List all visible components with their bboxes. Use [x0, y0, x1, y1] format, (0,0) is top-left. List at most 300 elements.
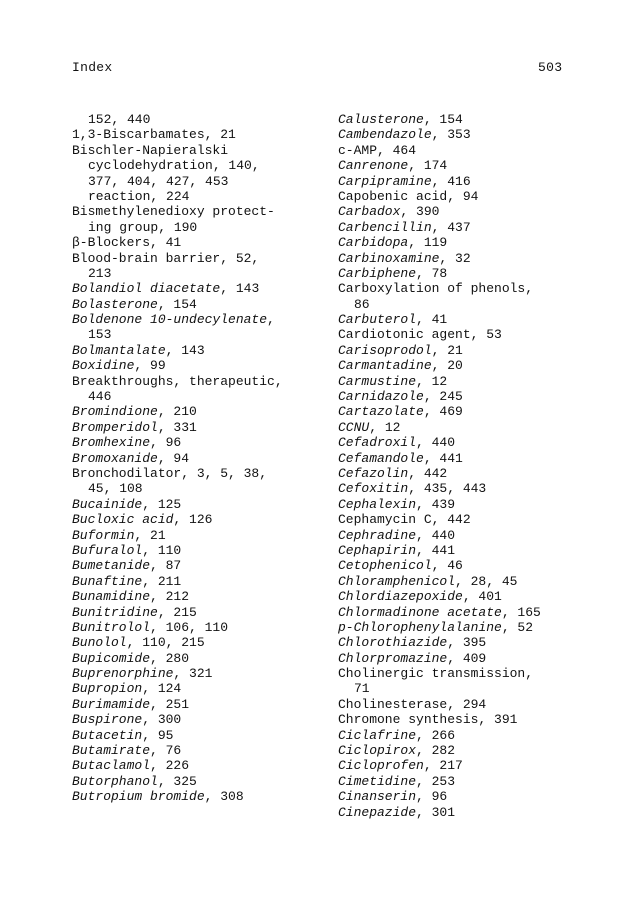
index-term-italic: Cefadroxil — [338, 435, 417, 451]
index-text: , 409 — [447, 650, 487, 666]
index-text: , 416 — [431, 173, 471, 189]
index-term-italic: Bucloxic acid — [72, 512, 174, 528]
index-text: cyclodehydration, 140, — [88, 158, 260, 174]
index-entry — [72, 620, 334, 635]
index-text: , 21 — [431, 342, 463, 358]
index-entry-line — [72, 651, 334, 666]
index-term-italic: Bunaftine — [72, 573, 143, 589]
index-entry-line — [338, 666, 628, 681]
index-text: 213 — [88, 265, 112, 281]
index-text: , 143 — [165, 342, 205, 358]
index-text: , 32 — [439, 250, 471, 266]
index-entry — [338, 697, 628, 712]
index-entry-line — [338, 451, 628, 466]
index-entry-line — [338, 728, 628, 743]
index-term-italic: Cephalexin — [338, 496, 417, 512]
index-entry-line — [338, 681, 628, 696]
index-entry-line — [72, 635, 334, 650]
index-entry — [338, 481, 628, 496]
index-term-italic: Bromhexine — [72, 435, 151, 451]
index-entry-line — [338, 435, 628, 450]
index-entry-line — [72, 281, 334, 296]
index-entry — [72, 666, 334, 681]
index-text: Bronchodilator, 3, 5, 38, — [72, 465, 268, 481]
index-entry — [72, 605, 334, 620]
index-text: , 439 — [416, 496, 456, 512]
index-entry — [338, 774, 628, 789]
index-term-italic: Butorphanol — [72, 773, 158, 789]
index-text: , 28, 45 — [455, 573, 518, 589]
index-entry-line — [338, 266, 628, 281]
index-entry-line — [338, 574, 628, 589]
index-text: , 217 — [423, 758, 463, 774]
index-entry-line — [72, 528, 334, 543]
index-entry-line — [338, 251, 628, 266]
index-text: , 20 — [431, 358, 463, 374]
index-entry — [72, 728, 334, 743]
index-text: , 210 — [157, 404, 197, 420]
index-entry — [72, 512, 334, 527]
index-term-italic: Buformin — [72, 527, 135, 543]
index-text: , 21 — [134, 527, 166, 543]
index-entry — [338, 235, 628, 250]
index-text: , 441 — [423, 450, 463, 466]
index-term-italic: Butacetin — [72, 727, 143, 743]
index-text: , 99 — [134, 358, 166, 374]
index-term-italic: CCNU — [338, 419, 370, 435]
index-entry — [72, 204, 334, 235]
index-text: , 253 — [416, 773, 456, 789]
index-entry-line — [338, 189, 628, 204]
index-text: , 41 — [416, 312, 448, 328]
index-text: , 212 — [150, 589, 190, 605]
index-term-italic: Carpipramine — [338, 173, 432, 189]
index-term-italic: Bunitrolol — [72, 619, 151, 635]
index-entry — [72, 466, 334, 497]
index-text: Cephamycin C, 442 — [338, 512, 471, 528]
index-text: 86 — [354, 296, 370, 312]
index-term-italic: Bolmantalate — [72, 342, 166, 358]
index-text: ing group, 190 — [88, 219, 198, 235]
index-entry-line — [72, 666, 334, 681]
index-entry-line — [72, 758, 334, 773]
index-entry — [338, 204, 628, 219]
index-text: , 390 — [400, 204, 440, 220]
index-text: 152, 440 — [88, 112, 151, 127]
index-text: , 325 — [157, 773, 197, 789]
index-entry — [72, 281, 334, 296]
index-entry — [338, 805, 628, 820]
index-text: , 215 — [157, 604, 197, 620]
index-text: c-AMP, 464 — [338, 142, 417, 158]
index-term-italic: Buspirone — [72, 712, 143, 728]
index-entry-line — [338, 789, 628, 804]
index-entry-line — [72, 558, 334, 573]
index-entry-line — [72, 174, 334, 189]
index-entry-line — [72, 497, 334, 512]
index-entry — [72, 143, 334, 205]
index-text: , — [267, 312, 275, 328]
index-entry-line — [338, 497, 628, 512]
index-text: , 96 — [150, 435, 182, 451]
index-entry-line — [72, 620, 334, 635]
index-text: , 12 — [369, 419, 401, 435]
index-term-italic: Bromperidol — [72, 419, 158, 435]
index-entry-line — [338, 312, 628, 327]
index-entry — [338, 266, 628, 281]
index-entry-line — [338, 297, 628, 312]
index-entry — [72, 712, 334, 727]
index-term-italic: Bucainide — [72, 496, 143, 512]
index-entry — [338, 620, 628, 635]
index-term-italic: Bolasterone — [72, 296, 158, 312]
index-entry-line — [72, 389, 334, 404]
index-text: , 442 — [408, 465, 448, 481]
index-term-italic: Burimamide — [72, 696, 151, 712]
index-entry-line — [338, 466, 628, 481]
index-entry — [72, 451, 334, 466]
index-entry-line — [338, 589, 628, 604]
index-entry — [338, 374, 628, 389]
index-text: , 106, 110 — [150, 619, 229, 635]
index-entry — [338, 605, 628, 620]
index-entry — [338, 651, 628, 666]
index-term-italic: Carnidazole — [338, 389, 424, 405]
index-term-italic: Carmustine — [338, 373, 417, 389]
index-term-italic: Bunitridine — [72, 604, 158, 620]
index-entry-line — [338, 743, 628, 758]
index-entry-line — [338, 481, 628, 496]
index-text: , 395 — [447, 635, 487, 651]
index-entry-line — [338, 374, 628, 389]
index-entry — [338, 312, 628, 327]
index-text: , 12 — [416, 373, 448, 389]
index-entry-line — [72, 220, 334, 235]
index-text: 153 — [88, 327, 112, 343]
index-entry — [338, 127, 628, 142]
index-entry — [72, 374, 334, 405]
index-entry-line — [72, 189, 334, 204]
index-text: , 119 — [408, 235, 448, 251]
index-text: Chromone synthesis, 391 — [338, 712, 518, 728]
index-entry-line — [72, 266, 334, 281]
index-text: , 154 — [157, 296, 197, 312]
index-entry-line — [72, 235, 334, 250]
index-text: , 126 — [173, 512, 213, 528]
index-text: , 308 — [204, 789, 244, 805]
index-text: , 251 — [150, 696, 190, 712]
index-entry — [72, 681, 334, 696]
index-entry — [338, 635, 628, 650]
index-entry — [338, 220, 628, 235]
index-term-italic: Chlormadinone acetate — [338, 604, 502, 620]
index-text: Bischler-Napieralski — [72, 142, 229, 158]
index-entry-line — [72, 481, 334, 496]
index-entry — [72, 497, 334, 512]
index-entry-line — [338, 404, 628, 419]
index-text: , 226 — [150, 758, 190, 774]
index-text: , 440 — [416, 527, 456, 543]
index-entry-line — [72, 312, 334, 327]
index-entry-line — [72, 697, 334, 712]
index-term-italic: Cefoxitin — [338, 481, 409, 497]
index-entry-line — [338, 204, 628, 219]
index-entry-line — [72, 158, 334, 173]
index-entry-line — [72, 343, 334, 358]
index-term-italic: Carbadox — [338, 204, 401, 220]
index-entry — [72, 543, 334, 558]
index-entry-line — [72, 589, 334, 604]
index-text: , 441 — [416, 542, 456, 558]
index-entry — [338, 497, 628, 512]
index-entry — [338, 143, 628, 158]
index-text: , 331 — [157, 419, 197, 435]
index-term-italic: Carbencillin — [338, 219, 432, 235]
index-entry-line — [338, 758, 628, 773]
index-term-italic: Bumetanide — [72, 558, 151, 574]
index-term-italic: Cimetidine — [338, 773, 417, 789]
index-term-italic: Cefamandole — [338, 450, 424, 466]
index-term-italic: Cartazolate — [338, 404, 424, 420]
index-term-italic: Cinanserin — [338, 789, 417, 805]
index-entry — [338, 189, 628, 204]
index-text: , 125 — [142, 496, 182, 512]
index-term-italic: Chlorothiazide — [338, 635, 448, 651]
index-term-italic: Carmantadine — [338, 358, 432, 374]
index-entry — [338, 420, 628, 435]
index-entry-line — [338, 143, 628, 158]
index-term-italic: Chlorpromazine — [338, 650, 448, 666]
index-entry — [338, 435, 628, 450]
index-text: , 301 — [416, 804, 456, 820]
index-term-italic: Butamirate — [72, 743, 151, 759]
index-entry-line — [338, 235, 628, 250]
index-term-italic: Bunamidine — [72, 589, 151, 605]
index-entry-line — [72, 543, 334, 558]
index-entry-line — [72, 374, 334, 389]
index-entry — [338, 728, 628, 743]
index-entry-line — [338, 620, 628, 635]
index-term-italic: Cambendazole — [338, 127, 432, 143]
index-term-italic: Chloramphenicol — [338, 573, 456, 589]
index-entry-line — [338, 774, 628, 789]
index-entry — [72, 574, 334, 589]
index-text: , 110, 215 — [126, 635, 205, 651]
index-entry — [72, 558, 334, 573]
index-entry-line — [72, 435, 334, 450]
index-entry-line — [338, 605, 628, 620]
index-entry — [72, 697, 334, 712]
index-entry — [72, 251, 334, 282]
index-entry — [72, 774, 334, 789]
index-text: Carboxylation of phenols, — [338, 281, 534, 297]
index-entry-line — [72, 774, 334, 789]
index-entry-line — [338, 389, 628, 404]
index-entry — [338, 466, 628, 481]
index-column-left — [72, 112, 334, 805]
index-entry — [338, 389, 628, 404]
index-entry — [72, 589, 334, 604]
index-entry — [72, 404, 334, 419]
index-entry — [338, 743, 628, 758]
index-entry-line — [72, 789, 334, 804]
index-entry-line — [338, 697, 628, 712]
index-entry-line — [338, 651, 628, 666]
index-entry-line — [72, 204, 334, 219]
running-header-title: Index — [72, 60, 113, 75]
index-entry — [72, 343, 334, 358]
index-entry — [338, 251, 628, 266]
index-entry-line — [338, 805, 628, 820]
index-entry-line — [72, 451, 334, 466]
index-entry-line — [72, 574, 334, 589]
index-entry — [338, 112, 628, 127]
index-entry-line — [338, 712, 628, 727]
index-entry — [338, 451, 628, 466]
index-column-right — [338, 112, 628, 820]
index-entry-line — [338, 174, 628, 189]
index-text: , 437 — [431, 219, 471, 235]
index-term-italic: Ciclopirox — [338, 743, 417, 759]
index-entry — [338, 758, 628, 773]
index-term-italic: Buprenorphine — [72, 666, 174, 682]
index-term-italic: Canrenone — [338, 158, 409, 174]
index-entry — [338, 158, 628, 173]
index-term-italic: Boldenone 10-undecylenate — [72, 312, 268, 328]
index-term-italic: Carbinoxamine — [338, 250, 440, 266]
index-text: , 211 — [142, 573, 182, 589]
index-entry-line — [72, 127, 334, 142]
index-entry — [72, 789, 334, 804]
index-entry-line — [338, 220, 628, 235]
index-term-italic: Cephapirin — [338, 542, 417, 558]
index-text: , 469 — [423, 404, 463, 420]
index-entry-line — [72, 404, 334, 419]
index-entry-line — [338, 343, 628, 358]
index-text: , 87 — [150, 558, 182, 574]
index-term-italic: Boxidine — [72, 358, 135, 374]
index-text: , 300 — [142, 712, 182, 728]
index-term-italic: Calusterone — [338, 112, 424, 127]
index-entry-line — [338, 420, 628, 435]
index-entry — [72, 235, 334, 250]
index-entry-line — [72, 743, 334, 758]
index-entry — [72, 112, 334, 127]
index-entry-line — [338, 327, 628, 342]
index-text: Capobenic acid, 94 — [338, 188, 479, 204]
index-text: , 435, 443 — [408, 481, 487, 497]
index-entry — [72, 435, 334, 450]
index-text: Cholinergic transmission, — [338, 666, 534, 682]
index-entry-line — [72, 297, 334, 312]
index-term-italic: Cefazolin — [338, 465, 409, 481]
index-text: reaction, 224 — [88, 188, 190, 204]
index-entry — [338, 343, 628, 358]
index-entry-line — [338, 112, 628, 127]
index-entry — [72, 758, 334, 773]
index-entry — [72, 651, 334, 666]
index-text: Breakthroughs, therapeutic, — [72, 373, 283, 389]
index-entry-line — [338, 512, 628, 527]
index-term-italic: Bupropion — [72, 681, 143, 697]
index-entry-line — [72, 420, 334, 435]
index-term-italic: Cicloprofen — [338, 758, 424, 774]
index-entry — [338, 543, 628, 558]
index-term-italic: Carbiphene — [338, 265, 417, 281]
index-term-italic: Bromoxanide — [72, 450, 158, 466]
index-term-italic: Butropium bromide — [72, 789, 205, 805]
index-term-italic: Chlordiazepoxide — [338, 589, 463, 605]
index-entry — [338, 712, 628, 727]
index-text: , 110 — [142, 542, 182, 558]
index-entry-line — [72, 327, 334, 342]
index-text: , 245 — [423, 389, 463, 405]
index-text: Blood-brain barrier, 52, — [72, 250, 260, 266]
index-term-italic: Bupicomide — [72, 650, 151, 666]
index-text: Cholinesterase, 294 — [338, 696, 487, 712]
index-term-italic: Bunolol — [72, 635, 127, 651]
index-text: , 440 — [416, 435, 456, 451]
index-entry-line — [72, 681, 334, 696]
index-entry-line — [338, 528, 628, 543]
index-entry — [72, 297, 334, 312]
index-entry — [338, 358, 628, 373]
index-entry-line — [72, 466, 334, 481]
index-term-italic: Bromindione — [72, 404, 158, 420]
index-text: , 282 — [416, 743, 456, 759]
index-term-italic: Cetophenicol — [338, 558, 432, 574]
index-entry — [338, 558, 628, 573]
index-entry — [338, 404, 628, 419]
index-text: , 52 — [501, 619, 534, 635]
index-text: , 280 — [150, 650, 190, 666]
index-entry — [338, 789, 628, 804]
index-entry-line — [72, 712, 334, 727]
index-text: , 174 — [408, 158, 448, 174]
index-text: , 124 — [142, 681, 182, 697]
index-entry-line — [72, 251, 334, 266]
index-text: , 353 — [431, 127, 471, 143]
index-entry — [72, 358, 334, 373]
page-number: 503 — [538, 60, 563, 75]
index-entry — [72, 528, 334, 543]
index-text: , 46 — [431, 558, 463, 574]
index-entry-line — [338, 543, 628, 558]
index-entry — [72, 635, 334, 650]
index-entry-line — [72, 143, 334, 158]
index-entry — [72, 743, 334, 758]
index-term-italic: Carisoprodol — [338, 342, 432, 358]
index-term-italic: Cinepazide — [338, 804, 417, 820]
index-text: , 165 — [501, 604, 541, 620]
index-text: , 78 — [416, 265, 448, 281]
index-term-italic: p-Chlorophenylalanine — [338, 619, 502, 635]
index-text: 377, 404, 427, 453 — [88, 173, 229, 189]
index-entry — [338, 327, 628, 342]
index-entry — [338, 281, 628, 312]
index-text: , 321 — [173, 666, 213, 682]
index-term-italic: Ciclafrine — [338, 727, 417, 743]
index-entry-line — [72, 112, 334, 127]
index-entry — [72, 312, 334, 343]
index-entry — [338, 174, 628, 189]
index-text: , 96 — [416, 789, 448, 805]
index-text: 71 — [354, 681, 370, 697]
index-text: β-Blockers, 41 — [72, 235, 182, 251]
index-term-italic: Carbidopa — [338, 235, 409, 251]
index-entry — [72, 127, 334, 142]
index-entry-line — [338, 358, 628, 373]
